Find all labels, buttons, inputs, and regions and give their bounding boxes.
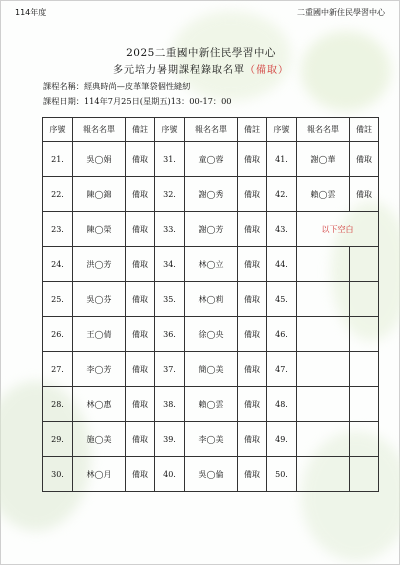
cell-note: 備取 [126,422,155,457]
cell-name: 謝◯芳 [185,212,238,247]
cell-name: 林◯月 [73,457,126,492]
subtitle-main: 多元培力暑期課程錄取名單 [113,65,245,76]
header-year: 114年度 [15,8,47,17]
cell-note: 備取 [126,177,155,212]
cell-number: 28. [43,387,73,422]
cell-name: 施◯美 [73,422,126,457]
cell-note: 備取 [238,422,267,457]
cell-name: 吳◯娟 [73,142,126,177]
cell-number: 50. [267,457,297,492]
cell-number: 36. [155,317,185,352]
course-name: 課程名稱：經典時尚—皮革筆袋個性縫紉 [43,81,191,91]
cell-name: 林◯惠 [73,387,126,422]
cell-note [350,352,379,387]
header-name: 報名名單 [73,118,126,142]
cell-name [297,282,350,317]
cell-note: 備取 [126,317,155,352]
cell-number: 42. [267,177,297,212]
cell-number: 43. [267,212,297,247]
cell-note: 備取 [126,387,155,422]
roster-body [43,142,379,492]
cell-number: 32. [155,177,185,212]
cell-number: 34. [155,247,185,282]
cell-name: 陳◯榮 [73,212,126,247]
cell-number: 31. [155,142,185,177]
cell-note: 備取 [238,282,267,317]
cell-name: 賴◯雲 [297,177,350,212]
cell-number: 30. [43,457,73,492]
cell-name: 林◯莉 [185,282,238,317]
cell-number: 35. [155,282,185,317]
header-number: 序號 [43,118,73,142]
table-row [43,422,379,457]
cell-note: 備取 [350,142,379,177]
cell-number: 24. [43,247,73,282]
cell-number: 46. [267,317,297,352]
cell-note: 備取 [126,352,155,387]
table-row [43,317,379,352]
cell-number: 23. [43,212,73,247]
cell-number: 41. [267,142,297,177]
cell-note: 備取 [238,247,267,282]
cell-note: 備取 [238,387,267,422]
header-number: 序號 [267,118,297,142]
header-number: 序號 [155,118,185,142]
cell-note: 備取 [126,247,155,282]
header-note: 備註 [126,118,155,142]
cell-note: 備取 [238,352,267,387]
cell-number: 22. [43,177,73,212]
cell-note: 備取 [126,142,155,177]
cell-number: 26. [43,317,73,352]
header-center: 二重國中新住民學習中心 [297,8,385,17]
cell-number: 47. [267,352,297,387]
table-row [43,352,379,387]
table-row [43,212,379,247]
cell-name [297,247,350,282]
cell-name: 李◯美 [185,422,238,457]
table-header-row [43,118,379,142]
table-row [43,282,379,317]
cell-number: 29. [43,422,73,457]
blank-below-note: 以下空白 [297,212,379,247]
table-row [43,247,379,282]
cell-number: 27. [43,352,73,387]
cell-note [350,387,379,422]
header-name: 報名名單 [297,118,350,142]
cell-number: 25. [43,282,73,317]
cell-note: 備取 [238,457,267,492]
table-row [43,457,379,492]
roster-table [42,117,379,492]
cell-name: 簡◯美 [185,352,238,387]
cell-note [350,282,379,317]
cell-note: 備取 [350,177,379,212]
header-note: 備註 [238,118,267,142]
cell-name: 李◯芳 [73,352,126,387]
cell-name [297,352,350,387]
cell-number: 45. [267,282,297,317]
cell-number: 40. [155,457,185,492]
cell-number: 39. [155,422,185,457]
cell-note: 備取 [126,282,155,317]
cell-note: 備取 [238,177,267,212]
cell-name [297,387,350,422]
cell-name: 林◯立 [185,247,238,282]
cell-number: 49. [267,422,297,457]
document-title: 2025二重國中新住民學習中心 [126,47,276,59]
table-row [43,177,379,212]
cell-number: 21. [43,142,73,177]
cell-note: 備取 [238,212,267,247]
cell-note: 備取 [238,142,267,177]
cell-name [297,422,350,457]
header-note: 備註 [350,118,379,142]
cell-number: 38. [155,387,185,422]
cell-number: 37. [155,352,185,387]
cell-note: 備取 [126,212,155,247]
table-row [43,387,379,422]
cell-name: 王◯倩 [73,317,126,352]
cell-name [297,317,350,352]
cell-note [350,457,379,492]
cell-number: 48. [267,387,297,422]
cell-name: 徐◯央 [185,317,238,352]
cell-name [297,457,350,492]
cell-number: 33. [155,212,185,247]
cell-note: 備取 [126,457,155,492]
cell-name: 吳◯芬 [73,282,126,317]
cell-note [350,317,379,352]
document-subtitle [1,61,400,76]
cell-note: 備取 [238,317,267,352]
cell-name: 謝◯華 [297,142,350,177]
cell-name: 賴◯雲 [185,387,238,422]
cell-name: 吳◯倫 [185,457,238,492]
cell-name: 陳◯錦 [73,177,126,212]
cell-note [350,247,379,282]
subtitle-waitlist: （備取） [245,65,289,76]
course-date: 課程日期：114年7月25日(星期五)13：00-17：00 [43,96,232,106]
table-row [43,142,379,177]
cell-name: 童◯蓉 [185,142,238,177]
cell-number: 44. [267,247,297,282]
cell-name: 洪◯芳 [73,247,126,282]
cell-note [350,422,379,457]
header-name: 報名名單 [185,118,238,142]
cell-name: 謝◯秀 [185,177,238,212]
